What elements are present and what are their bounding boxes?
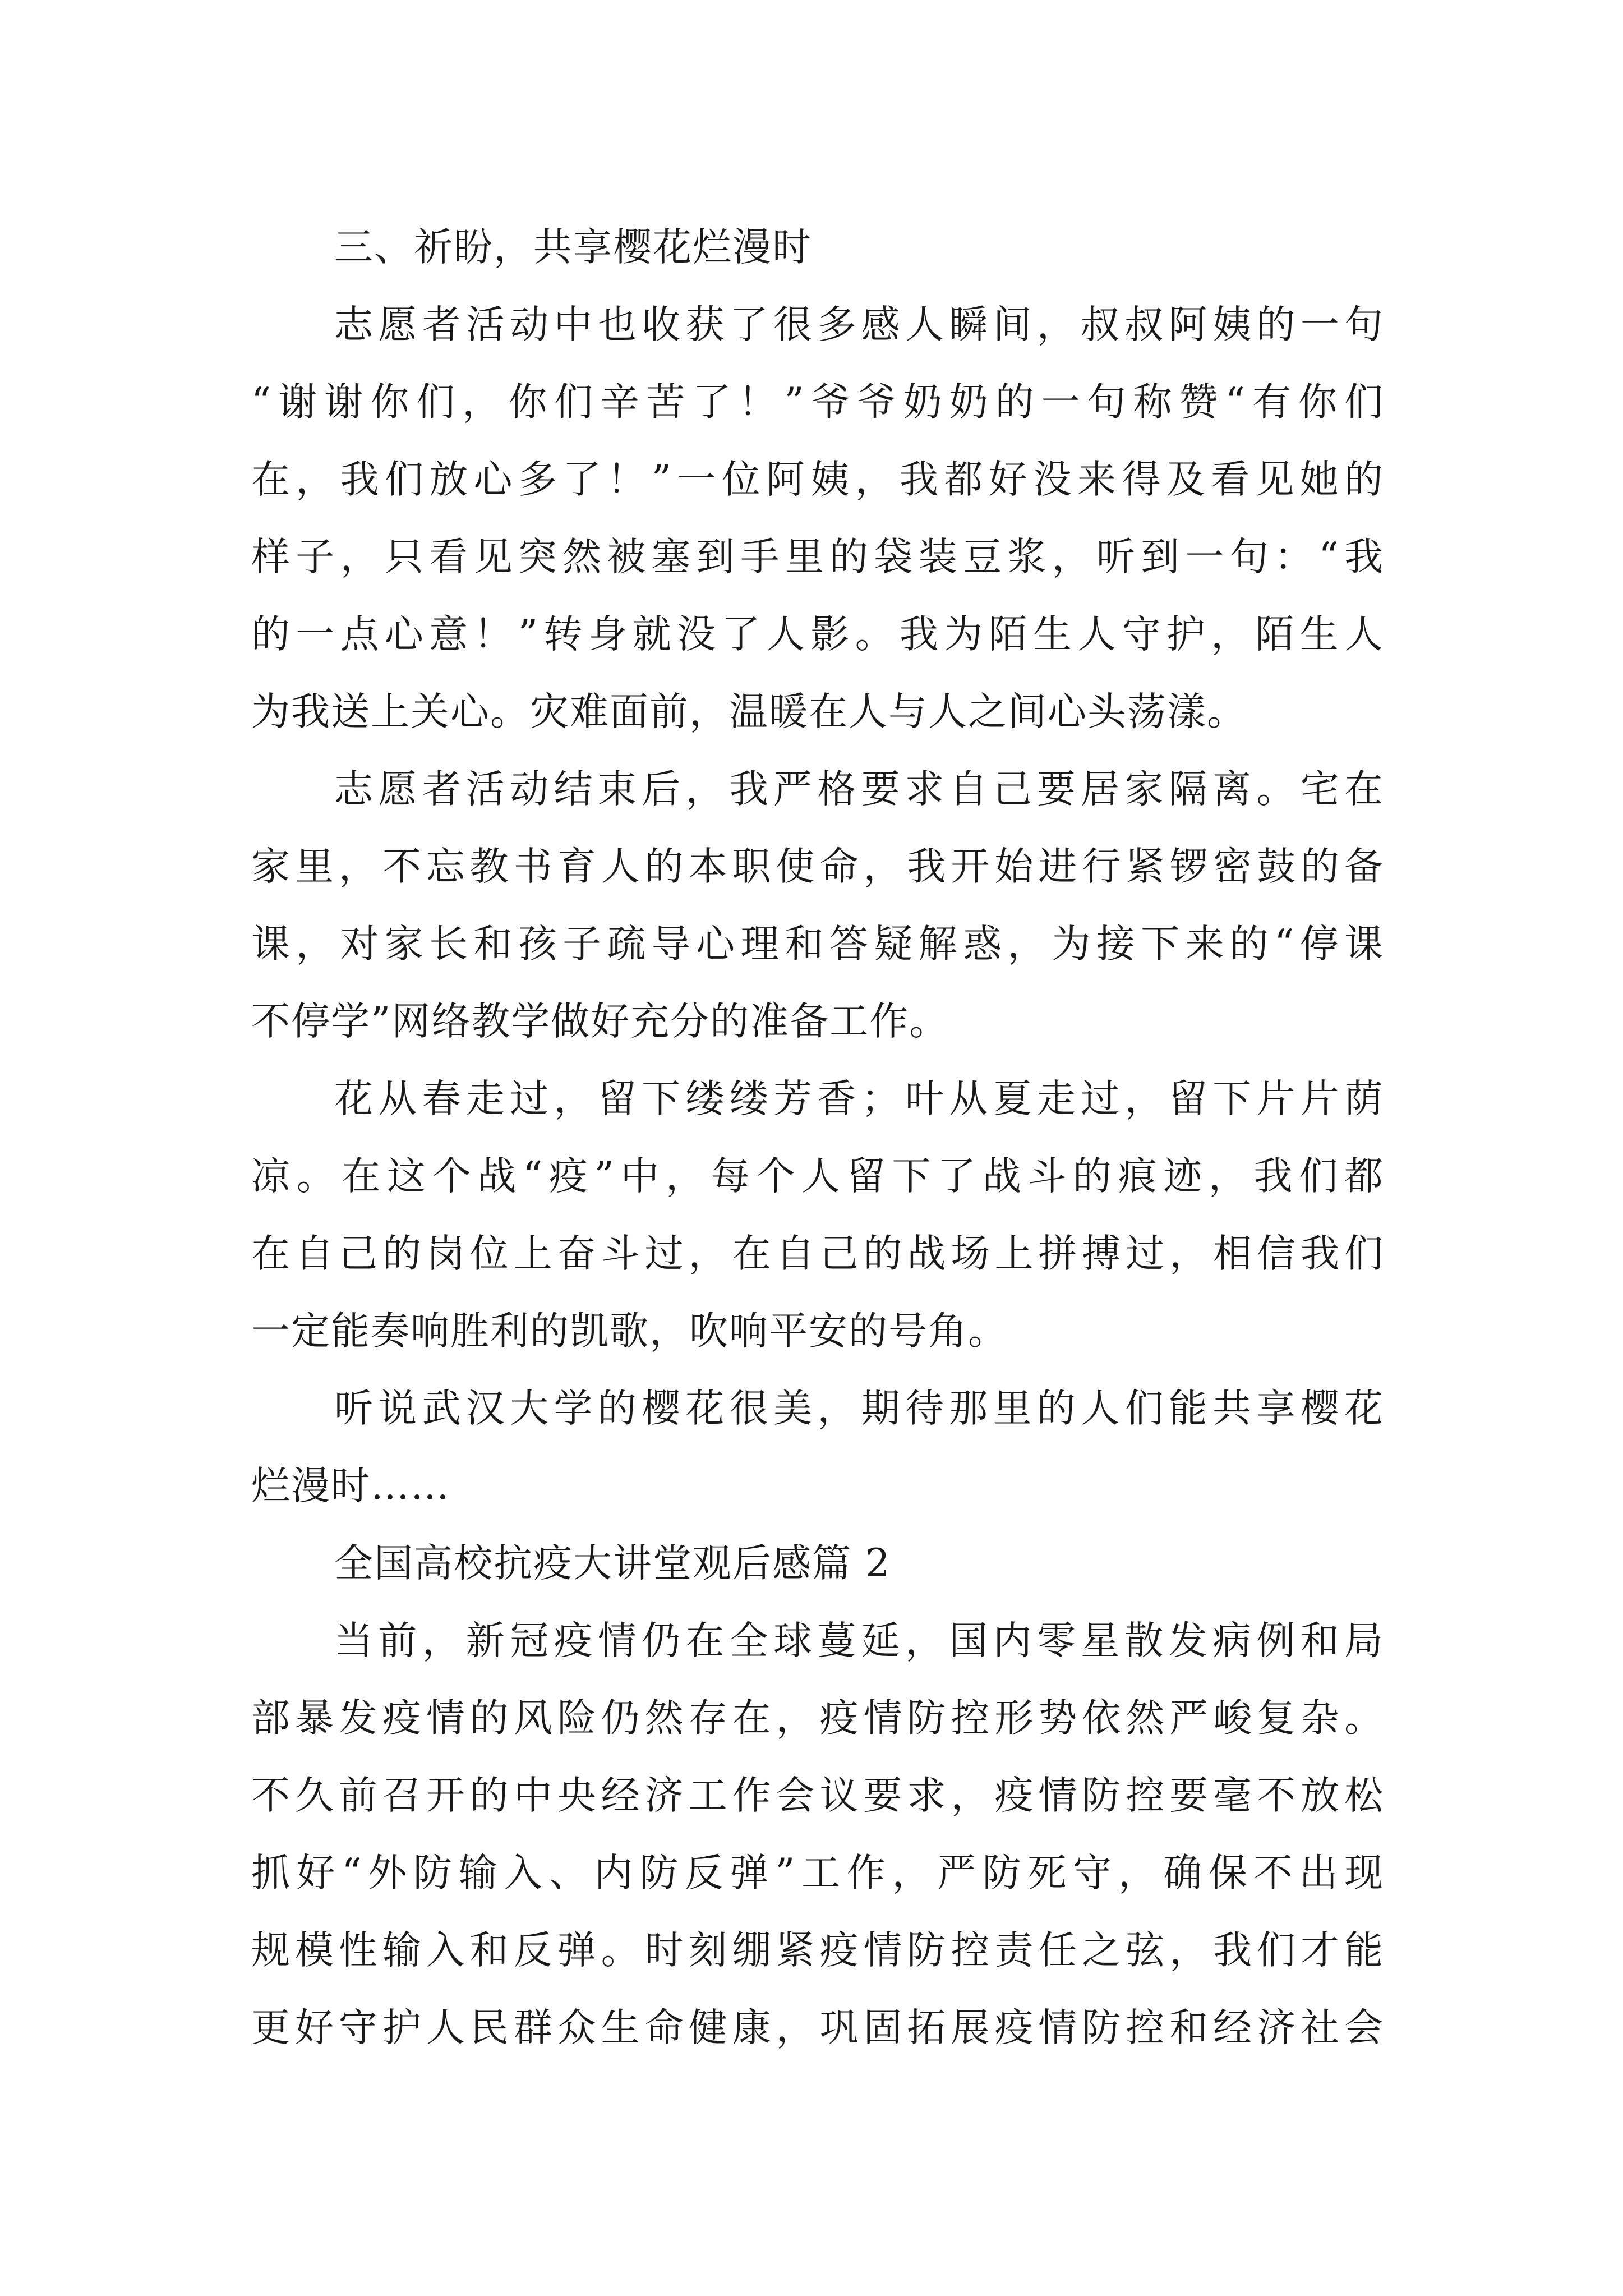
paragraph-line: 烂漫时…… xyxy=(251,1464,450,1508)
paragraph-line: “谢谢你们，你们辛苦了！”爷爷奶奶的一句称赞“有你们 xyxy=(251,380,1384,425)
paragraph-line: 一定能奏响胜利的凯歌，吹响平安的号角。 xyxy=(251,1309,1008,1354)
paragraph-line: 样子，只看见突然被塞到手里的袋装豆浆，听到一句：“我 xyxy=(251,535,1384,579)
paragraph-line: 志愿者活动结束后，我严格要求自己要居家隔离。宅在 xyxy=(334,767,1384,812)
paragraph-wuhan-sakura xyxy=(251,1370,1384,1525)
paragraph-line: 抓好“外防输入、内防反弹”工作，严防死守，确保不出现 xyxy=(251,1851,1384,1895)
paragraph-line: 为我送上关心。灾难面前，温暖在人与人之间心头荡漾。 xyxy=(251,689,1247,734)
paragraph-line: 在自己的岗位上奋斗过，在自己的战场上拼搏过，相信我们 xyxy=(251,1231,1384,1276)
paragraph-line: 规模性输入和反弹。时刻绷紧疫情防控责任之弦，我们才能 xyxy=(251,1928,1384,1973)
section-heading: 三、祈盼，共享樱花烂漫时 xyxy=(334,225,812,270)
paragraph-line: 课，对家长和孩子疏导心理和答疑解惑，为接下来的“停课 xyxy=(251,922,1384,967)
paragraph-line: 志愿者活动中也收获了很多感人瞬间，叔叔阿姨的一句 xyxy=(334,302,1384,347)
paragraph-line: 家里，不忘教书育人的本职使命，我开始进行紧锣密鼓的备 xyxy=(251,844,1384,889)
paragraph-line: 当前，新冠疫情仍在全球蔓延，国内零星散发病例和局 xyxy=(334,1618,1384,1663)
paragraph-home-isolation xyxy=(251,751,1384,1060)
paragraph-line: 听说武汉大学的樱花很美，期待那里的人们能共享樱花 xyxy=(334,1386,1384,1431)
paragraph-epidemic-situation xyxy=(251,1602,1384,2067)
paragraph-line: 花从春走过，留下缕缕芳香；叶从夏走过，留下片片荫 xyxy=(334,1076,1384,1121)
document-body xyxy=(251,209,1384,2067)
paragraph-line: 凉。在这个战“疫”中，每个人留下了战斗的痕迹，我们都 xyxy=(251,1154,1384,1199)
paragraph-line: 更好守护人民群众生命健康，巩固拓展疫情防控和经济社会 xyxy=(251,2005,1384,2050)
paragraph-volunteer-moments xyxy=(251,286,1384,751)
paragraph-line: 部暴发疫情的风险仍然存在，疫情防控形势依然严峻复杂。 xyxy=(251,1696,1384,1741)
paragraph-line: 不久前召开的中央经济工作会议要求，疫情防控要毫不放松 xyxy=(251,1773,1384,1818)
paragraph-flowers xyxy=(251,1060,1384,1370)
paragraph-line: 在，我们放心多了！”一位阿姨，我都好没来得及看见她的 xyxy=(251,457,1384,502)
article-section-title: 全国高校抗疫大讲堂观后感篇 2 xyxy=(334,1541,891,1586)
paragraph-line: 不停学”网络教学做好充分的准备工作。 xyxy=(251,999,949,1044)
paragraph-line: 的一点心意！”转身就没了人影。我为陌生人守护，陌生人 xyxy=(251,612,1384,657)
